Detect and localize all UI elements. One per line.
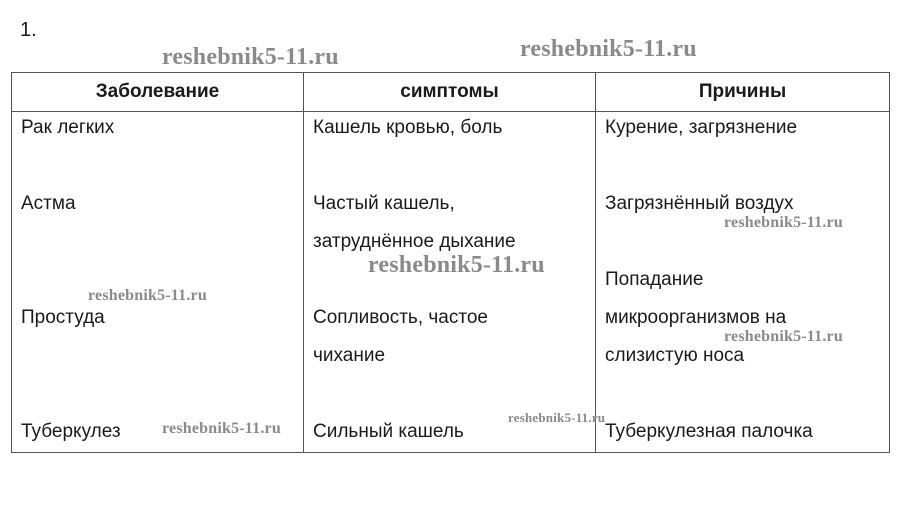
disease-cancer: Рак легких <box>21 117 115 138</box>
cause-line: слизистую носа <box>605 345 745 366</box>
symptom-line: Частый кашель, <box>313 193 455 214</box>
header-disease: Заболевание <box>12 73 304 112</box>
disease-cell <box>12 112 304 453</box>
symptom-line: Сильный кашель <box>313 421 464 442</box>
watermark: reshebnik5-11.ru <box>724 328 843 345</box>
causes-cell <box>596 112 890 453</box>
watermark: reshebnik5-11.ru <box>162 44 339 70</box>
symptoms-cell <box>304 112 596 453</box>
cause-line: Загрязнённый воздух <box>605 193 794 214</box>
symptom-line: Кашель кровью, боль <box>313 117 503 138</box>
cause-line: Попадание <box>605 269 704 290</box>
cause-line: Курение, загрязнение <box>605 117 798 138</box>
header-causes: Причины <box>596 73 890 112</box>
disease-tuberculosis: Туберкулез <box>21 421 121 442</box>
cause-line: Туберкулезная палочка <box>605 421 813 442</box>
watermark: reshebnik5-11.ru <box>724 214 843 231</box>
watermark: reshebnik5-11.ru <box>520 36 697 62</box>
header-symptoms: симптомы <box>304 73 596 112</box>
watermark: reshebnik5-11.ru <box>508 410 606 425</box>
table-row <box>12 112 890 453</box>
symptom-line: затруднённое дыхание <box>313 231 516 252</box>
task-number: 1. <box>20 19 37 41</box>
symptom-line: Сопливость, частое <box>313 307 488 328</box>
watermark: reshebnik5-11.ru <box>88 287 207 304</box>
cause-line: микроорганизмов на <box>605 307 787 328</box>
table-header-row <box>12 73 890 112</box>
disease-cold: Простуда <box>21 307 105 328</box>
symptom-line: чихание <box>313 345 386 366</box>
watermark: reshebnik5-11.ru <box>368 252 545 278</box>
watermark: reshebnik5-11.ru <box>162 420 281 437</box>
disease-asthma: Астма <box>21 193 76 214</box>
